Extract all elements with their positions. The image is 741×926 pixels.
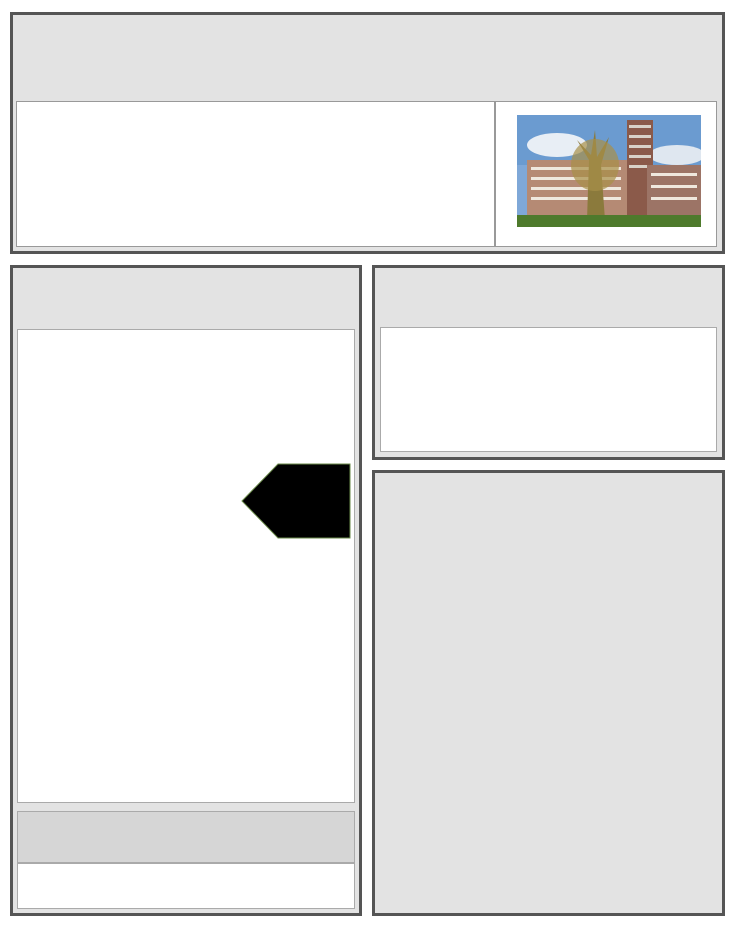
classification-scale-box	[17, 329, 355, 803]
building-photo	[517, 115, 701, 227]
requirements-status-box	[17, 863, 355, 909]
result-arrow	[241, 463, 351, 539]
indicators-panel	[372, 470, 725, 916]
energy-pie-chart	[592, 333, 708, 449]
legend-swatch-szte	[391, 336, 403, 346]
legend-swatch-electricity	[391, 352, 403, 362]
requirements-header	[17, 811, 355, 863]
building-info-box	[16, 101, 495, 247]
